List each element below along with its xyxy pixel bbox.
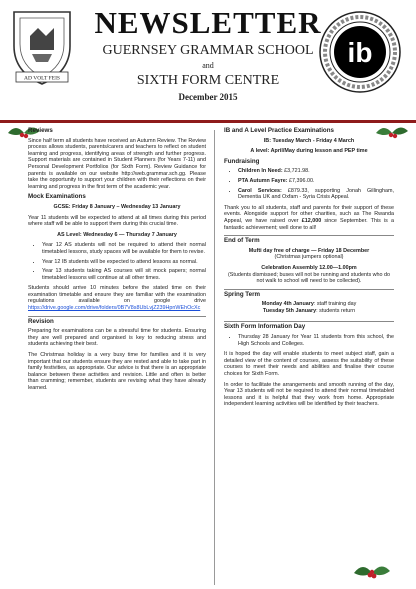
- list-item: • Year 12 AS students will not be required to attend their normal timetabled lessons, study spaces will be available for them to revise.: [42, 242, 206, 255]
- revision-text-2: The Christmas holiday is a very busy time for families and it is very important that our students ensure they are rested and able to take part in family festivities, as appropriate. Our advice is that there is an appropriate balance between these activities and revision. Little and often is better than cramming; remember, students are revising what they have already learned.: [28, 352, 206, 391]
- list-item: • Thursday 28 January for Year 11 students from this school, the High Schools and Colleges.: [238, 334, 394, 347]
- alevel-dates: A level: April/May during lesson and PEP time: [250, 148, 368, 155]
- title-block: [90, 6, 326, 104]
- revision-text-1: Preparing for examinations can be a stressful time for students. Ensuring they are well prepared and organised is key to reducing stress and students achieving their best.: [28, 328, 206, 348]
- list-item: • Children In Need: £3,721.98.: [238, 168, 394, 175]
- sixth-form-text-2: In order to facilitate the arrangements and smooth running of the day, Year 13 students will not be required to attend their normal timetabled lessons and it is helpful that they work from home. Appropriate independent learning activities will be identified by their teachers.: [224, 381, 394, 408]
- ib-world-school-icon: [318, 10, 402, 94]
- end-of-term-heading: End of Term: [224, 235, 394, 245]
- assembly-sub: (Students dismissed; buses will not be running and students who do not walk to school will need to be collected).: [227, 271, 391, 285]
- list-item: • Year 13 students taking AS courses will sit mock papers; normal timetabled lessons will continue at all other times.: [42, 268, 206, 281]
- ib-seal-text: ib: [347, 37, 373, 68]
- sixth-form-info-heading: Sixth Form Information Day: [224, 321, 394, 331]
- arrive-text-body: Students should arrive 10 minutes before the stated time on their examination timetable and ensure they are familiar with the examination regulations available on google drive: [28, 285, 206, 305]
- sixth-form-name: SIXTH FORM CENTRE: [136, 73, 280, 88]
- ib-dates: IB: Tuesday March - Friday 4 March: [263, 137, 355, 144]
- school-crest-icon: [8, 6, 76, 88]
- list-item: • Carol Services: £879.33, supporting Jonah Gillingham, Dementia UK and Oxfam - Syria Crisis Appeal.: [238, 188, 394, 201]
- holly-icon: [352, 561, 392, 585]
- and-text: and: [202, 61, 214, 70]
- reviews-text: Since half term all students have received an Autumn Review. The Review process allows students, parents/carers and teachers to reflect on student learning and progress, identifying areas of strength and further progress. Support materials are contained in Student Planners (for Years 7-11) and Personal Development Portfolios (for Sixth Form). Review Guidance for parents is available on our website http://web.grammar.sch.gg. Please take the opportunity to support your children with their reflections on their learning and progress in the first term of the academic year.: [28, 137, 206, 190]
- thanks-text: Thank you to all students, staff and parents for their support of these events. Alongside support for other charities, such as The Rwanda Appeal, we have raised over £12,000 since September. This is a fantastic achievement; well done to all!: [224, 204, 395, 231]
- list-item: • PTA Autumn Fayre: £7,396.00.: [238, 178, 394, 185]
- drive-link[interactable]: https://drive.google.com/drive/folders/0B7V8s8UbLvjZ239HpnWEhOcXc: [28, 305, 201, 312]
- issue-date: December 2015: [178, 92, 238, 102]
- sixth-form-text-1: It is hoped the day will enable students to meet subject staff, gain a detailed view of the content of courses, assess the suitability of these courses to meet their needs and abilities and finalise their course choices for Sixth Form.: [224, 351, 394, 378]
- spring-day-2: Tuesday 5th January: students return: [262, 307, 356, 314]
- fundraising-heading: Fundraising: [224, 157, 260, 165]
- left-column: [28, 128, 206, 396]
- as-level-list: [28, 242, 206, 281]
- as-level-dates: AS Level: Wednesday 6 — Thursday 7 January: [57, 231, 177, 238]
- gcse-dates: GCSE: Friday 8 January – Wednesday 13 January: [53, 203, 181, 210]
- spring-term-heading: Spring Term: [224, 289, 394, 299]
- year11-text: Year 11 students will be expected to attend at all times during this period where staff will be able to support them during this crucial time.: [28, 214, 206, 228]
- fundraising-list: [224, 168, 394, 200]
- crest-motto: AD VOLT FEIS: [24, 75, 60, 82]
- arrive-text: [28, 285, 206, 311]
- spring-day-1: Monday 4th January: staff training day: [261, 301, 357, 308]
- list-item: • Year 12 IB students will be expected to attend lessons as normal.: [42, 259, 206, 266]
- school-name: GUERNSEY GRAMMAR SCHOOL: [102, 43, 314, 58]
- mock-exams-heading: Mock Examinations: [28, 193, 86, 201]
- column-divider: [214, 130, 215, 585]
- header-divider: [0, 120, 416, 123]
- sixth-form-list: [224, 334, 394, 347]
- assembly-line: Celebration Assembly 12.00—1.00pm: [261, 264, 357, 271]
- mufti-sub: (Christmas jumpers optional): [274, 254, 344, 261]
- revision-heading: Revision: [28, 316, 206, 326]
- ib-exams-heading: IB and A Level Practice Examinations: [224, 127, 334, 134]
- page-title: NEWSLETTER: [94, 5, 322, 40]
- mufti-line: Mufti day free of charge — Friday 18 December: [248, 247, 370, 254]
- reviews-heading: Reviews: [28, 127, 53, 134]
- right-column: [224, 128, 394, 412]
